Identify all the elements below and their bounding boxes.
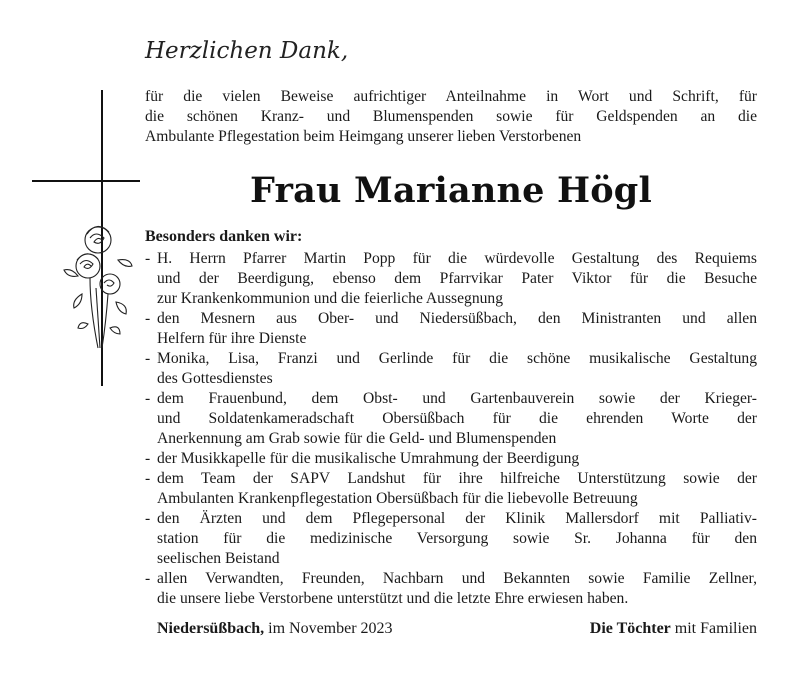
thanks-item-line: station für die medizinische Versorgung sowie Sr. Johanna für den [157, 530, 757, 547]
intro-line: Ambulante Pflegestation beim Heimgang unserer lieben Verstorbenen [145, 128, 582, 145]
thanks-item [145, 509, 757, 569]
thanks-item [145, 349, 757, 389]
intro-line: für die vielen Beweise aufrichtiger Anteilnahme in Wort und Schrift, für [145, 88, 757, 105]
thanks-item-dash: - [145, 390, 151, 407]
footer-place: Niedersüßbach, [157, 620, 265, 637]
footer-place-date [157, 620, 393, 638]
thanks-item-dash: - [145, 470, 151, 487]
thanks-item-line: der Musikkapelle für die musikalische Umrahmung der Beerdigung [157, 450, 580, 467]
cross-icon [30, 88, 140, 388]
thanks-item-line: den Ärzten und dem Pflegepersonal der Klinik Mallersdorf mit Palliativ- [157, 510, 757, 527]
intro-paragraph [145, 87, 757, 147]
thanks-item-line: des Gottesdienstes [157, 370, 273, 387]
thanks-item-line: seelischen Beistand [157, 550, 280, 567]
thanks-item [145, 469, 757, 509]
thanks-item-line: zur Krankenkommunion und die feierliche Aussegnung [157, 290, 504, 307]
thanks-item-line: Helfern für ihre Dienste [157, 330, 307, 347]
thanks-item [145, 309, 757, 349]
thanks-item-dash: - [145, 350, 151, 367]
thanks-item-dash: - [145, 310, 151, 327]
footer-signers-name: Die Töchter [589, 620, 671, 637]
thanks-item [145, 569, 757, 609]
thanks-item-line: dem Frauenbund, dem Obst- und Gartenbauverein sowie der Krieger- [157, 390, 757, 407]
thanks-item [145, 389, 757, 449]
deceased-name: Frau Marianne Högl [250, 170, 652, 211]
thanks-item-line: H. Herrn Pfarrer Martin Popp für die würdevolle Gestaltung des Requiems [157, 250, 757, 267]
footer-signers [590, 620, 757, 638]
thanks-item-line: Monika, Lisa, Franzi und Gerlinde für die schöne musikalische Gestaltung [157, 350, 757, 367]
thanks-item [145, 449, 757, 469]
intro-line: die schönen Kranz- und Blumenspenden sowie für Geldspenden an die [145, 108, 757, 125]
thanks-item-dash: - [145, 250, 151, 267]
roses-icon [64, 226, 132, 348]
thanks-item [145, 249, 757, 309]
thanks-item-line: den Mesnern aus Ober- und Niedersüßbach, den Ministranten und allen [157, 310, 757, 327]
thanks-item-line: und Soldatenkameradschaft Obersüßbach für die ehrenden Worte der [157, 410, 757, 427]
thanks-item-dash: - [145, 570, 151, 587]
special-thanks-heading: Besonders danken wir: [145, 228, 303, 245]
thanks-item-dash: - [145, 510, 151, 527]
footer-date: im November 2023 [264, 620, 393, 637]
thanks-item-line: Ambulanten Krankenpflegestation Obersüßbach für die liebevolle Betreuung [157, 490, 638, 507]
thanks-item-line: allen Verwandten, Freunden, Nachbarn und Bekannten sowie Familie Zellner, [157, 570, 757, 587]
thanks-item-line: Anerkennung am Grab sowie für die Geld- und Blumenspenden [157, 430, 557, 447]
thanks-item-line: und der Beerdigung, ebenso dem Pfarrvikar Pater Viktor für die Besuche [157, 270, 757, 287]
thanks-list [145, 249, 757, 609]
thanks-item-line: dem Team der SAPV Landshut für ihre hilfreiche Unterstützung sowie der [157, 470, 757, 487]
greeting-heading: Herzlichen Dank, [145, 38, 349, 64]
footer-signers-suffix: mit Familien [670, 620, 757, 637]
thanks-item-line: die unsere liebe Verstorbene unterstützt und die letzte Ehre erwiesen haben. [157, 590, 629, 607]
thanks-item-dash: - [145, 450, 151, 467]
